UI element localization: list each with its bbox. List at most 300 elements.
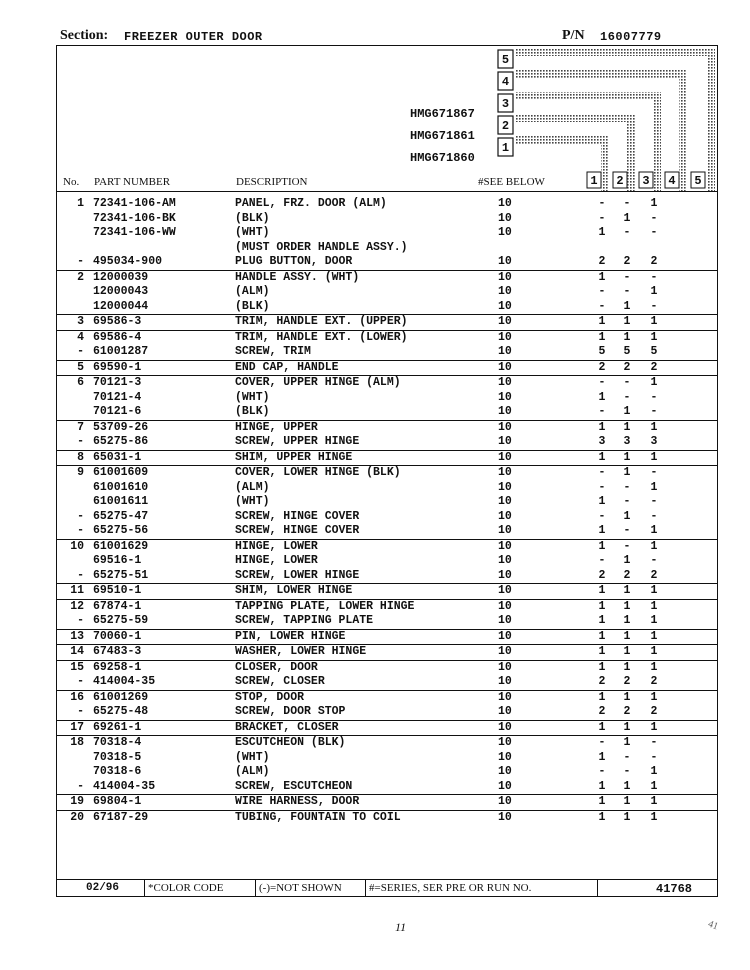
table-row: [57, 361, 717, 377]
see-below: 10: [498, 629, 512, 643]
series-1-qty: 2: [598, 360, 606, 374]
series-3-qty: 1: [650, 720, 658, 734]
table-row: [57, 661, 717, 676]
part-number: 69586-3: [93, 315, 142, 328]
series-3-qty: 1: [650, 810, 658, 824]
table-row: [57, 481, 717, 496]
series-2-qty: 2: [623, 360, 631, 374]
series-2-qty: 1: [623, 736, 631, 749]
description: (ALM): [235, 480, 270, 494]
description: (ALM): [235, 285, 270, 298]
description: SCREW, TAPPING PLATE: [235, 614, 374, 627]
series-2-qty: 1: [623, 211, 631, 225]
description: HINGE, LOWER: [235, 539, 318, 553]
description: COVER, UPPER HINGE (ALM): [235, 376, 401, 389]
part-number: 12000039: [93, 270, 149, 284]
description: SCREW, HINGE COVER: [235, 509, 360, 523]
part-number: 69261-1: [93, 720, 142, 734]
description: SHIM, LOWER HINGE: [235, 584, 353, 597]
series-2-qty: -: [623, 376, 631, 389]
table-row: [57, 645, 717, 661]
series-2-qty: -: [623, 539, 631, 553]
series-3-qty: -: [650, 495, 658, 508]
table-row: [57, 510, 717, 525]
part-number: 61001629: [93, 539, 149, 553]
table-row: [57, 376, 717, 391]
item-number: 12: [70, 599, 84, 613]
part-number: 61001609: [93, 466, 149, 479]
series-3-qty: 1: [650, 660, 658, 674]
model-number: HMG671867: [410, 107, 475, 121]
part-number: 69510-1: [93, 584, 142, 597]
item-number: -: [77, 705, 84, 718]
item-number: 1: [77, 197, 84, 210]
footer-divider: [597, 880, 598, 897]
series-1-qty: 1: [598, 810, 606, 824]
item-number: 13: [70, 629, 84, 643]
model-number: HMG671861: [410, 129, 475, 143]
header-divider: [57, 191, 717, 192]
series-1-qty: 2: [598, 705, 606, 718]
footer-date: 02/96: [86, 882, 120, 894]
part-number: 70318-4: [93, 736, 142, 749]
series-1-qty: -: [598, 509, 606, 523]
footer-color-code: *COLOR CODE: [148, 882, 224, 894]
series-1-qty: 1: [598, 390, 606, 404]
series-bar-3: [515, 92, 661, 100]
series-2-qty: 1: [623, 690, 631, 704]
part-number: 12000043: [93, 285, 149, 298]
part-number: 61001610: [93, 480, 149, 494]
see-below: 10: [498, 750, 512, 764]
part-number: 65275-48: [93, 705, 149, 718]
series-3-qty: 2: [650, 568, 658, 582]
series-3-qty: 2: [650, 255, 658, 268]
description: (WHT): [235, 495, 270, 508]
see-below: 10: [498, 539, 512, 553]
series-2-qty: 2: [623, 705, 631, 718]
see-below: 10: [498, 270, 512, 284]
description: SHIM, UPPER HINGE: [235, 450, 353, 464]
table-row: [57, 435, 717, 451]
see-below: 10: [498, 299, 512, 313]
series-2-qty: 2: [623, 255, 631, 268]
description: HINGE, UPPER: [235, 420, 318, 434]
series-1-qty: 2: [598, 255, 606, 268]
table-row: [57, 691, 717, 706]
description: PANEL, FRZ. DOOR (ALM): [235, 197, 387, 210]
series-1-qty: -: [598, 197, 606, 210]
series-3-qty: -: [650, 736, 658, 749]
series-1-qty: 1: [598, 660, 606, 674]
series-2-qty: 1: [623, 795, 631, 808]
series-3-qty: 1: [650, 690, 658, 704]
section-label: Section:: [60, 28, 109, 43]
item-number: 7: [77, 420, 84, 434]
description: SCREW, CLOSER: [235, 675, 325, 688]
series-2-qty: 1: [623, 554, 631, 567]
series-column-label: 4: [668, 174, 676, 188]
series-3-qty: 1: [650, 614, 658, 627]
description: (BLK): [235, 299, 270, 313]
part-number: 72341-106-BK: [93, 211, 176, 225]
series-2-qty: 1: [623, 599, 631, 613]
see-below: 10: [498, 645, 512, 658]
part-number: 65275-56: [93, 524, 149, 537]
part-number: 69586-4: [93, 330, 142, 344]
series-2-qty: 1: [623, 779, 631, 793]
series-1-qty: -: [598, 405, 606, 418]
part-number: 414004-35: [93, 675, 156, 688]
see-below: 10: [498, 435, 512, 448]
item-number: 19: [70, 795, 84, 808]
part-number: 495034-900: [93, 255, 163, 268]
series-2-qty: 5: [623, 345, 631, 358]
see-below: 10: [498, 315, 512, 328]
series-2-qty: 2: [623, 675, 631, 688]
table-row: [57, 391, 717, 406]
page-footer: [56, 879, 718, 897]
series-1-qty: -: [598, 285, 606, 298]
series-column-label: 1: [590, 174, 598, 188]
part-number: 67874-1: [93, 599, 142, 613]
description: ESCUTCHEON (BLK): [235, 736, 346, 749]
table-row: [57, 212, 717, 227]
table-row: [57, 721, 717, 737]
table-row: [57, 421, 717, 436]
table-row: [57, 554, 717, 569]
see-below: 10: [498, 599, 512, 613]
series-1-qty: 1: [598, 226, 606, 239]
item-number: 2: [77, 270, 84, 284]
part-number: 70121-3: [93, 376, 142, 389]
series-1-qty: -: [598, 554, 606, 567]
series-label: 1: [501, 141, 510, 155]
series-column-label: 3: [642, 174, 650, 188]
series-3-qty: -: [650, 390, 658, 404]
series-3-qty: 1: [650, 584, 658, 597]
item-number: -: [77, 779, 84, 793]
see-below: 10: [498, 614, 512, 627]
series-1-qty: 1: [598, 450, 606, 464]
series-1-qty: 1: [598, 645, 606, 658]
series-3-qty: 1: [650, 539, 658, 553]
series-3-qty: 1: [650, 765, 658, 778]
table-row: [57, 780, 717, 796]
column-header-description: DESCRIPTION: [236, 176, 308, 188]
description: PLUG BUTTON, DOOR: [235, 255, 353, 268]
item-number: 20: [70, 810, 84, 824]
section-value: FREEZER OUTER DOOR: [124, 30, 263, 44]
see-below: 10: [498, 568, 512, 582]
series-staircase: [495, 46, 717, 192]
part-number: 53709-26: [93, 420, 149, 434]
table-row: [57, 751, 717, 766]
see-below: 10: [498, 255, 512, 268]
see-below: 10: [498, 810, 512, 824]
item-number: 16: [70, 690, 84, 704]
description: SCREW, LOWER HINGE: [235, 568, 360, 582]
series-1-qty: 1: [598, 690, 606, 704]
footer-series-note: #=SERIES, SER PRE OR RUN NO.: [369, 882, 532, 894]
series-bar-2: [515, 114, 635, 122]
description: SCREW, HINGE COVER: [235, 524, 360, 537]
description: TRIM, HANDLE EXT. (LOWER): [235, 330, 408, 344]
series-3-qty: 2: [650, 360, 658, 374]
table-row: [57, 765, 717, 780]
see-below: 10: [498, 197, 512, 210]
part-number: 69590-1: [93, 360, 142, 374]
description: SCREW, TRIM: [235, 345, 311, 358]
item-number: -: [77, 255, 84, 268]
table-row: [57, 584, 717, 600]
series-column-label: 2: [616, 174, 624, 188]
part-number: 61001287: [93, 345, 149, 358]
series-3-qty: 1: [650, 450, 658, 464]
series-1-qty: 1: [598, 524, 606, 537]
series-1-qty: 1: [598, 795, 606, 808]
series-bar-4: [515, 70, 687, 78]
column-header-see-below: #SEE BELOW: [478, 176, 545, 188]
series-1-qty: 1: [598, 779, 606, 793]
series-2-qty: -: [623, 197, 631, 210]
series-1-qty: -: [598, 765, 606, 778]
description: (WHT): [235, 390, 270, 404]
footer-page-number: 41768: [656, 882, 693, 896]
item-number: 4: [77, 330, 84, 344]
series-2-qty: 1: [623, 614, 631, 627]
part-number: 61001269: [93, 690, 149, 704]
table-row: [57, 540, 717, 555]
description: TAPPING PLATE, LOWER HINGE: [235, 599, 415, 613]
description: WASHER, LOWER HINGE: [235, 645, 367, 658]
series-2-qty: 1: [623, 810, 631, 824]
table-row: [57, 241, 717, 256]
series-2-qty: 1: [623, 509, 631, 523]
item-number: 17: [70, 720, 84, 734]
series-3-qty: 1: [650, 524, 658, 537]
series-label: 2: [501, 119, 510, 133]
item-number: -: [77, 524, 84, 537]
footer-divider: [255, 880, 256, 897]
series-2-qty: 3: [623, 435, 631, 448]
part-number: 70318-5: [93, 750, 142, 764]
series-2-qty: -: [623, 480, 631, 494]
series-2-qty: 1: [623, 315, 631, 328]
table-row: [57, 271, 717, 286]
series-1-qty: 1: [598, 629, 606, 643]
series-2-qty: -: [623, 226, 631, 239]
description: (ALM): [235, 765, 270, 778]
series-3-qty: -: [650, 466, 658, 479]
item-number: 15: [70, 660, 84, 674]
series-3-qty: 2: [650, 675, 658, 688]
see-below: 10: [498, 211, 512, 225]
part-number: 69804-1: [93, 795, 142, 808]
see-below: 10: [498, 480, 512, 494]
item-number: -: [77, 345, 84, 358]
footer-divider: [144, 880, 145, 897]
see-below: 10: [498, 345, 512, 358]
see-below: 10: [498, 524, 512, 537]
description: TUBING, FOUNTAIN TO COIL: [235, 810, 401, 824]
item-number: 8: [77, 450, 84, 464]
series-3-qty: 1: [650, 376, 658, 389]
item-number: 11: [70, 584, 84, 597]
series-1-qty: 1: [598, 584, 606, 597]
series-3-qty: -: [650, 270, 658, 284]
description: STOP, DOOR: [235, 690, 305, 704]
description: CLOSER, DOOR: [235, 660, 318, 674]
description: TRIM, HANDLE EXT. (UPPER): [235, 315, 408, 328]
part-number: 65031-1: [93, 450, 142, 464]
series-2-qty: -: [623, 270, 631, 284]
series-1-qty: 1: [598, 750, 606, 764]
series-3-qty: 1: [650, 480, 658, 494]
see-below: 10: [498, 509, 512, 523]
table-row: [57, 315, 717, 331]
table-row: [57, 466, 717, 481]
table-row: [57, 405, 717, 421]
see-below: 10: [498, 675, 512, 688]
series-2-qty: -: [623, 285, 631, 298]
series-2-qty: -: [623, 390, 631, 404]
series-3-qty: 1: [650, 599, 658, 613]
table-row: [57, 795, 717, 811]
item-number: 18: [70, 736, 84, 749]
footer-divider: [365, 880, 366, 897]
series-3-qty: -: [650, 509, 658, 523]
table-row: [57, 495, 717, 510]
item-number: 9: [77, 466, 84, 479]
description: (WHT): [235, 226, 270, 239]
series-1-qty: 1: [598, 599, 606, 613]
series-1-qty: 1: [598, 495, 606, 508]
description: (MUST ORDER HANDLE ASSY.): [235, 240, 408, 254]
series-2-qty: -: [623, 750, 631, 764]
description: SCREW, DOOR STOP: [235, 705, 346, 718]
series-3-qty: 5: [650, 345, 658, 358]
see-below: 10: [498, 495, 512, 508]
series-3-qty: 1: [650, 795, 658, 808]
part-number: 65275-47: [93, 509, 149, 523]
part-number: 65275-51: [93, 568, 149, 582]
series-1-qty: 2: [598, 568, 606, 582]
description: (WHT): [235, 750, 270, 764]
pn-value: 16007779: [600, 30, 662, 44]
see-below: 10: [498, 360, 512, 374]
part-number: 65275-59: [93, 614, 149, 627]
item-number: 14: [70, 645, 84, 658]
series-2-qty: 1: [623, 584, 631, 597]
series-2-qty: 1: [623, 420, 631, 434]
series-column-label: 5: [694, 174, 702, 188]
footer-not-shown: (-)=NOT SHOWN: [259, 882, 342, 894]
table-row: [57, 675, 717, 691]
item-number: -: [77, 568, 84, 582]
series-2-qty: 1: [623, 645, 631, 658]
see-below: 10: [498, 584, 512, 597]
table-row: [57, 331, 717, 346]
model-number: HMG671860: [410, 151, 475, 165]
part-number: 67187-29: [93, 810, 149, 824]
item-number: -: [77, 675, 84, 688]
series-2-qty: 1: [623, 330, 631, 344]
table-row: [57, 705, 717, 721]
table-row: [57, 285, 717, 300]
handwritten-page-mark: 11: [395, 920, 407, 934]
series-1-qty: 3: [598, 435, 606, 448]
series-2-qty: 2: [623, 568, 631, 582]
see-below: 10: [498, 554, 512, 567]
description: SCREW, UPPER HINGE: [235, 435, 360, 448]
series-3-qty: 1: [650, 315, 658, 328]
see-below: 10: [498, 705, 512, 718]
see-below: 10: [498, 285, 512, 298]
description: COVER, LOWER HINGE (BLK): [235, 466, 401, 479]
see-below: 10: [498, 390, 512, 404]
series-3-qty: 1: [650, 629, 658, 643]
series-1-qty: -: [598, 211, 606, 225]
see-below: 10: [498, 736, 512, 749]
series-bar-1: [515, 136, 609, 144]
description: SCREW, ESCUTCHEON: [235, 779, 353, 793]
table-row: [57, 600, 717, 615]
table-row: [57, 614, 717, 630]
series-3-qty: -: [650, 211, 658, 225]
table-row: [57, 255, 717, 271]
series-2-qty: 1: [623, 466, 631, 479]
pn-label: P/N: [562, 28, 585, 43]
column-header-no: No.: [63, 176, 80, 188]
item-number: 6: [77, 376, 84, 389]
series-2-qty: -: [623, 524, 631, 537]
series-3-qty: 1: [650, 779, 658, 793]
page-header: [60, 26, 720, 46]
description: WIRE HARNESS, DOOR: [235, 795, 360, 808]
part-number: 69516-1: [93, 554, 142, 567]
table-row: [57, 451, 717, 467]
series-1-qty: 1: [598, 315, 606, 328]
series-1-qty: 1: [598, 720, 606, 734]
see-below: 10: [498, 779, 512, 793]
series-2-qty: 1: [623, 720, 631, 734]
series-3-qty: -: [650, 750, 658, 764]
table-row: [57, 524, 717, 540]
series-1-qty: 2: [598, 675, 606, 688]
description: HINGE, LOWER: [235, 554, 318, 567]
see-below: 10: [498, 795, 512, 808]
see-below: 10: [498, 765, 512, 778]
series-1-qty: -: [598, 299, 606, 313]
description: (BLK): [235, 211, 270, 225]
series-3-qty: -: [650, 226, 658, 239]
see-below: 10: [498, 330, 512, 344]
series-2-qty: -: [623, 495, 631, 508]
series-3-qty: 2: [650, 705, 658, 718]
series-1-qty: -: [598, 376, 606, 389]
series-3-qty: -: [650, 405, 658, 418]
series-2-qty: 1: [623, 660, 631, 674]
see-below: 10: [498, 226, 512, 239]
table-row: [57, 300, 717, 316]
part-number: 70060-1: [93, 629, 142, 643]
series-2-qty: 1: [623, 450, 631, 464]
table-row: [57, 197, 717, 212]
see-below: 10: [498, 690, 512, 704]
series-bar-5: [515, 48, 715, 56]
description: END CAP, HANDLE: [235, 360, 339, 374]
